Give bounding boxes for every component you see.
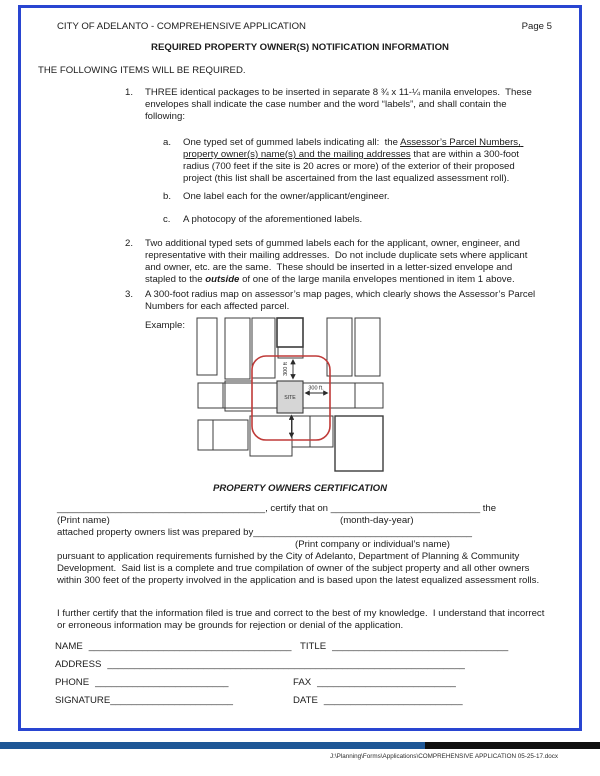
list-item-2-number: 2. [125, 238, 134, 249]
address-label: ADDRESS [55, 659, 102, 670]
fax-label: FAX [293, 677, 312, 688]
item-1a-seg3: that are within a 300-foot radius (700 feet if the site is 20 acres or more) of the exterior of their proposed project (this list shall be ascertained from the last equalized assessment roll). [183, 149, 522, 184]
certification-paragraph-1: pursuant to application requirements furnished by the City of Adelanto, Department of Planning & Community Development. Said list is a complete and true compilation of owner of the subject property and all other owners within 300 feet of the property involved in the application and is based upon the latest equalized assessment rolls. [57, 551, 540, 586]
item-1a-seg1: One typed set of gummed labels indicating all: the [183, 137, 401, 148]
list-item-3 [125, 289, 545, 313]
intro-line: THE FOLLOWING ITEMS WILL BE REQUIRED. [38, 65, 246, 76]
name-label: NAME [55, 641, 83, 652]
list-item-3-number: 3. [125, 289, 134, 300]
signature-label: SIGNATURE [55, 695, 111, 706]
list-item-1-number: 1. [125, 87, 134, 98]
list-item-2-text [145, 238, 545, 286]
example-section [145, 315, 387, 473]
footer-file-path: J:\Planning\Forms\Applications\COMPREHENSIVE APPLICATION 05-25-17.docx [330, 753, 559, 760]
list-item-3-text: A 300-foot radius map on assessor’s map pages, which clearly shows the Assessor’s Parcel Numbers for each affected parcel. [145, 289, 538, 312]
prepared-by-text: attached property owners list was prepared by [57, 527, 254, 538]
radius-vertical-label: 300 ft [283, 362, 289, 376]
signature-date-row [55, 695, 549, 707]
title-field-blank: _________________________________ [332, 641, 509, 652]
list-item-1-text: THREE identical packages to be inserted in separate 8 ¾ x 11-¼ manila envelopes. These envelopes shall indicate the case number and the word “labels”, and shall contain the following: [145, 87, 535, 122]
page-header [57, 21, 552, 33]
list-item-1a [163, 137, 545, 185]
phone-fax-row [55, 677, 549, 689]
header-left-text: CITY OF ADELANTO - COMPREHENSIVE APPLICATION [57, 21, 306, 32]
example-label: Example: [145, 320, 185, 331]
signature-field [55, 695, 293, 707]
list-item-1a-text [183, 137, 543, 185]
date-label: DATE [293, 695, 318, 706]
list-item-1c [163, 214, 545, 226]
list-item-1b-letter: b. [163, 191, 172, 202]
list-item-1b-text: One label each for the owner/applicant/engineer. [183, 191, 390, 202]
list-item-1a-letter: a. [163, 137, 172, 148]
phone-label: PHONE [55, 677, 90, 688]
name-blank-line: _______________________________________ [57, 503, 266, 514]
certify-end-text: the [480, 503, 497, 514]
item-2-seg3: of one of the large manila envelopes mentioned in item 1 above. [239, 274, 515, 285]
fax-field [293, 677, 456, 689]
item-2-seg1: Two additional typed sets of gummed labels each for the applicant, owner, engineer, and representative with their mailing addresses. Do not include duplicate sets where applicant and owner, etc. are the same. These should be inserted in a letter-sized envelope and stapled to the [145, 238, 531, 285]
print-company-caption: (Print company or individual’s name) [295, 539, 450, 550]
item-2-outside-word: outside [205, 274, 240, 285]
page-border [18, 5, 582, 731]
bottom-bar [0, 742, 600, 749]
address-field [55, 659, 465, 671]
bottom-bar-blue-segment [0, 742, 425, 749]
certification-captions-row [57, 515, 537, 527]
date-field-blank: __________________________ [323, 695, 463, 706]
title-label: TITLE [300, 641, 327, 652]
phone-field-blank: _________________________ [95, 677, 229, 688]
list-item-1c-letter: c. [163, 214, 171, 225]
print-name-caption: (Print name) [57, 515, 110, 526]
signature-field-blank: _______________________ [110, 695, 233, 706]
document-title: REQUIRED PROPERTY OWNER(S) NOTIFICATION INFORMATION [151, 42, 449, 53]
list-item-1b [163, 191, 545, 203]
bottom-bar-black-segment [425, 742, 600, 749]
radius-horizontal-label: 300 ft. [308, 385, 324, 392]
phone-field [55, 677, 293, 689]
name-field-blank: ______________________________________ [88, 641, 292, 652]
certify-mid-text: , certify that on [265, 503, 331, 514]
list-item-1c-text: A photocopy of the aforementioned labels. [183, 214, 363, 225]
date-blank-line: ____________________________ [330, 503, 481, 514]
date-field [293, 695, 463, 707]
fax-field-blank: __________________________ [317, 677, 456, 688]
title-field [300, 641, 508, 653]
list-item-1 [125, 87, 545, 123]
list-item-2 [125, 238, 545, 286]
certification-line-1 [57, 503, 496, 515]
name-title-row [55, 641, 549, 653]
page-number: Page 5 [521, 21, 552, 32]
certification-line-3 [57, 527, 472, 539]
site-label: SITE [284, 395, 296, 401]
address-row [55, 659, 549, 671]
certification-paragraph-2: I further certify that the information filed is true and correct to the best of my knowledge. I understand that incorrect or erroneous information may be grounds for rejection or denial of the application. [57, 608, 548, 631]
month-day-year-caption: (month-day-year) [340, 515, 414, 526]
prepared-by-blank-line: _________________________________________ [253, 527, 473, 538]
name-field [55, 641, 300, 653]
radius-map-diagram [195, 315, 387, 473]
item-1a-underlined-seg: Assessor’s Parcel Numbers, property owner(s) name(s) and the mailing addresses [183, 137, 524, 160]
address-field-blank: ___________________________________________________________________ [107, 659, 465, 670]
certification-heading: PROPERTY OWNERS CERTIFICATION [212, 483, 388, 494]
